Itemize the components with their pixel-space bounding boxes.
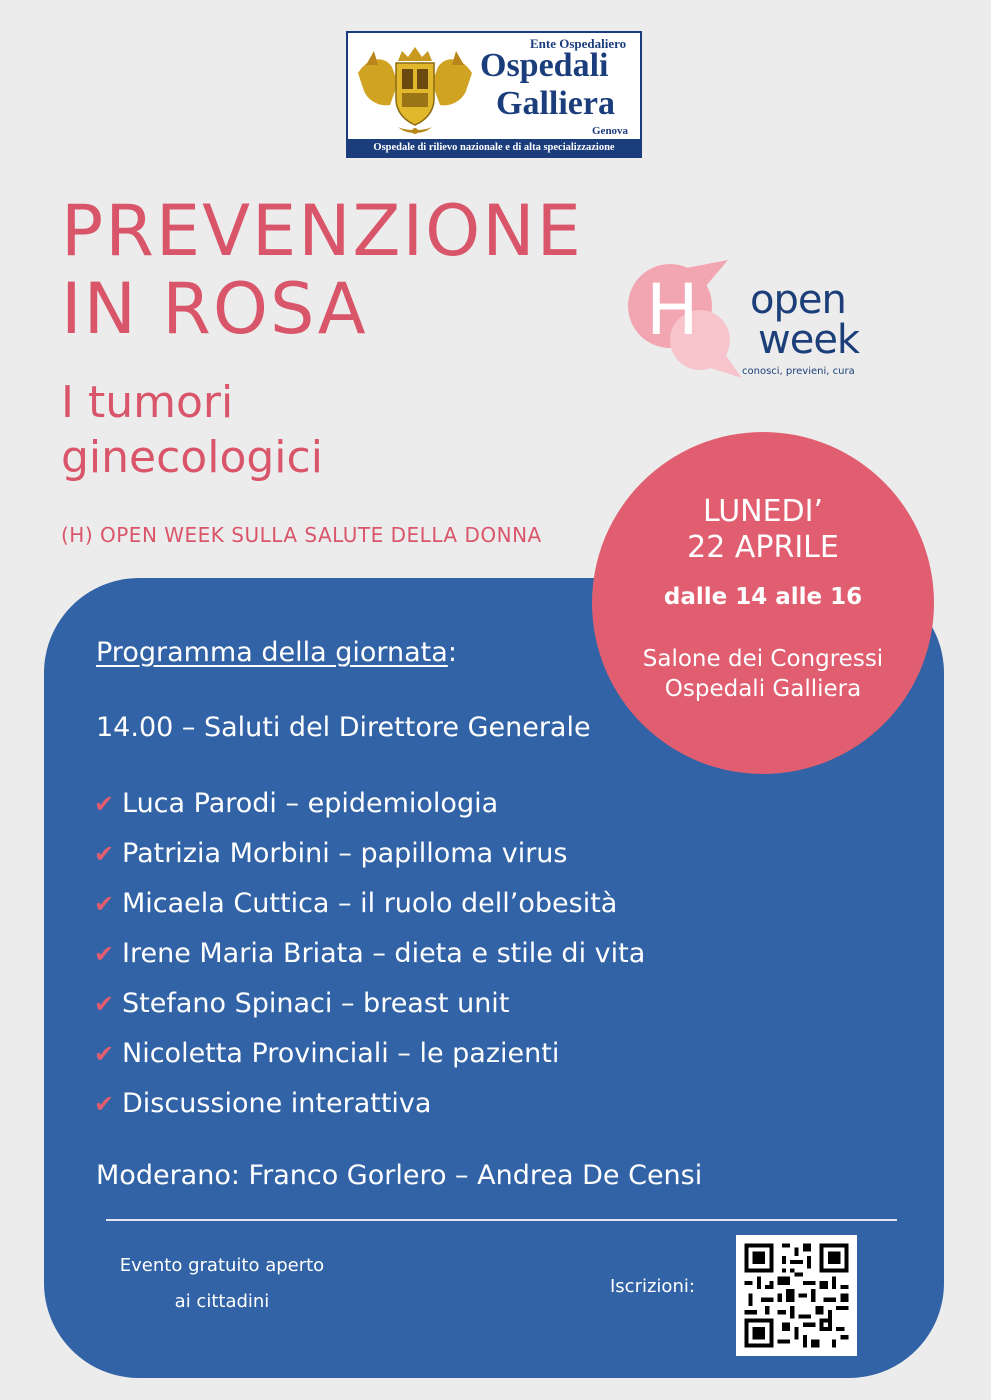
- check-icon: ✔: [94, 890, 115, 918]
- check-icon: ✔: [94, 990, 115, 1018]
- event-time: dalle 14 alle 16: [663, 584, 863, 610]
- logo-city: Genova: [592, 125, 629, 137]
- logo-strip: Ospedale di rilievo nazionale e di alta specializzazione: [348, 139, 640, 156]
- title-line2: IN ROSA: [61, 268, 368, 350]
- program-heading: [96, 637, 457, 668]
- open-week-tagline: conosci, previeni, cura: [742, 366, 855, 377]
- date-circle: [592, 432, 934, 774]
- list-item: [94, 985, 645, 1035]
- open-week-letter: H: [646, 269, 699, 351]
- speaker-list: [94, 785, 645, 1135]
- logo-name-line2: Galliera: [496, 85, 615, 122]
- speaker-text: Irene Maria Briata – dieta e stile di vita: [122, 938, 646, 969]
- list-item: [94, 835, 645, 885]
- speaker-text: Discussione interattiva: [122, 1088, 432, 1119]
- check-icon: ✔: [94, 790, 115, 818]
- open-week-word1: open: [750, 277, 846, 323]
- list-item: [94, 935, 645, 985]
- program-heading-text: Programma della giornata: [96, 637, 448, 668]
- list-item: [94, 885, 645, 935]
- subtitle-line1: I tumori: [61, 377, 234, 428]
- check-icon: ✔: [94, 1040, 115, 1068]
- subtitle: [61, 375, 323, 485]
- moderators: Moderano: Franco Gorlero – Andrea De Censi: [96, 1160, 703, 1191]
- check-icon: ✔: [94, 1090, 115, 1118]
- qr-code-icon[interactable]: [736, 1235, 857, 1356]
- coat-of-arms-icon: [354, 43, 476, 139]
- divider: [106, 1219, 897, 1221]
- check-icon: ✔: [94, 840, 115, 868]
- list-item: [94, 1085, 645, 1135]
- free-event-line1: Evento gratuito aperto: [119, 1255, 325, 1276]
- open-week-word2: week: [758, 317, 860, 363]
- speaker-text: Patrizia Morbini – papilloma virus: [122, 838, 568, 869]
- speaker-text: Luca Parodi – epidemiologia: [122, 788, 499, 819]
- speaker-text: Micaela Cuttica – il ruolo dell’obesità: [122, 888, 618, 919]
- free-event-line2: ai cittadini: [174, 1291, 270, 1312]
- speaker-text: Nicoletta Provinciali – le pazienti: [122, 1038, 560, 1069]
- program-heading-colon: :: [447, 637, 457, 668]
- program-first-item: 14.00 – Saluti del Direttore Generale: [96, 712, 591, 743]
- free-event-note: [96, 1248, 348, 1320]
- event-day: LUNEDI’: [702, 494, 824, 529]
- hospital-logo: [346, 31, 642, 158]
- event-place-line2: Ospedali Galliera: [664, 676, 862, 702]
- title-line1: PREVENZIONE: [61, 190, 583, 272]
- event-place-line1: Salone dei Congressi: [642, 646, 884, 672]
- list-item: [94, 785, 645, 835]
- signup-label: Iscrizioni:: [610, 1276, 695, 1297]
- check-icon: ✔: [94, 940, 115, 968]
- open-week-logo: [624, 258, 894, 388]
- logo-ente: Ente Ospedaliero: [530, 36, 627, 51]
- list-item: [94, 1035, 645, 1085]
- logo-name-line1: Ospedali: [480, 47, 609, 84]
- page-title: [61, 192, 583, 348]
- speaker-text: Stefano Spinaci – breast unit: [122, 988, 510, 1019]
- event-date: 22 APRILE: [687, 530, 839, 565]
- subtitle-line2: ginecologici: [61, 432, 323, 483]
- speech-bubbles-icon: [624, 258, 754, 382]
- event-tagline: (H) OPEN WEEK SULLA SALUTE DELLA DONNA: [61, 523, 542, 547]
